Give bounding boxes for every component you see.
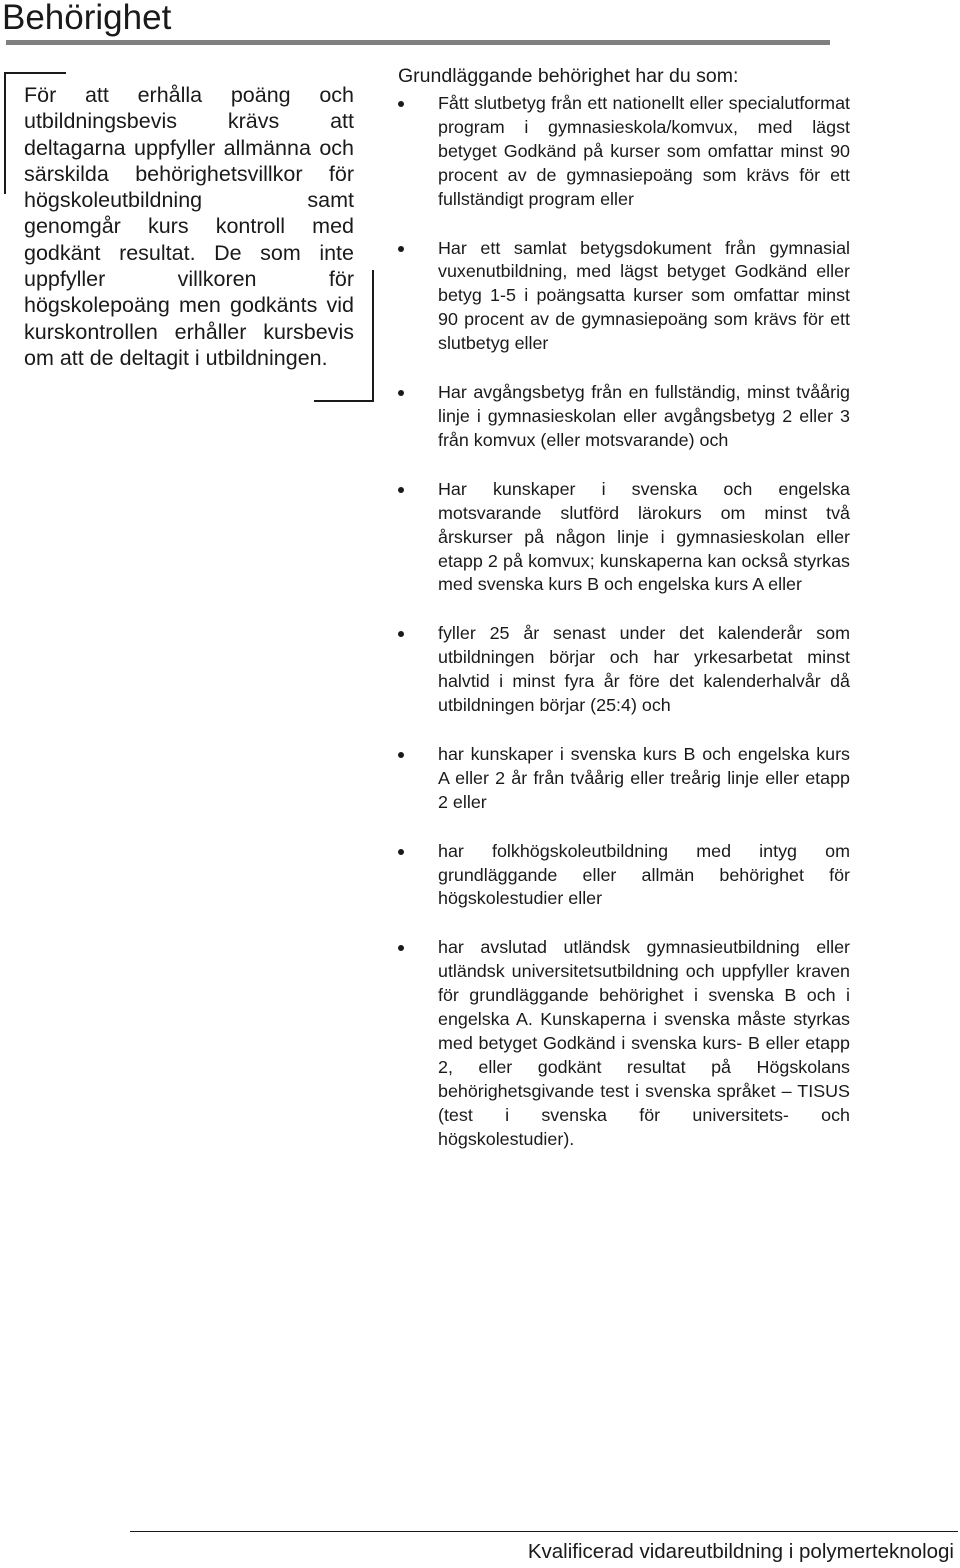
requirement-text: fyller 25 år senast under det kalenderår som utbildningen börjar och har yrkesarbetat minst halvtid i minst fyra år före det kalenderhalvår då utbildningen börjar (25:4) och	[438, 623, 850, 716]
bullet-icon	[398, 631, 404, 637]
requirement-text: Har ett samlat betygsdokument från gymnasial vuxenutbildning, med lägst betyget Godkänd eller betyg 1-5 i poängsatta kurser som omfattar minst 90 procent av de gymnasiepoäng som krävs för ett slutbetyg eller	[438, 237, 850, 354]
bullet-icon	[398, 246, 404, 252]
bullet-icon	[398, 101, 404, 107]
page-title: Behörighet	[2, 0, 172, 37]
requirement-item	[398, 92, 850, 212]
bullet-icon	[398, 487, 404, 493]
requirement-text: Har kunskaper i svenska och engelska motsvarande slutförd lärokurs om minst två årskurser på någon linje i gymnasieskolan eller etapp 2 på komvux; kunskaperna kan också styrkas med svenska kurs B och engelska kurs A eller	[438, 478, 850, 595]
requirement-item	[398, 381, 850, 453]
requirement-text: Fått slutbetyg från ett nationellt eller specialutformat program i gymnasieskola/komvux, med lägst betyget Godkänd på kurser som omfattar minst 90 procent av de gymnasiepoäng som krävs för ett fullständigt program eller	[438, 93, 850, 209]
sidebar-text: För att erhålla poäng och utbildningsbevis krävs att deltagarna uppfyller allmänna och särskilda behörighetsvillkor för högskoleutbildning samt genomgår kurs kontroll med godkänt resultat. De som inte uppfyller villkoren för högskolepoäng men godkänts vid kurskontrollen erhåller kursbevis om att de deltagit i utbildningen.	[24, 83, 354, 370]
frame-bottom-line	[314, 400, 374, 402]
requirement-text: har avslutad utländsk gymnasieutbildning eller utländsk universitetsutbildning och uppfyller kraven för grundläggande behörighet i svenska B och i engelska A. Kunskaperna i svenska måste styrkas med betyget Godkänd i svenska kurs- B eller etapp 2, eller godkänt resultat på Högskolans behörighetsgivande test i svenska språket – TISUS (test i svenska för universitets- och högskolestudier).	[438, 937, 850, 1149]
footer-rule	[130, 1531, 958, 1532]
requirements-list	[398, 92, 850, 1152]
requirement-item	[398, 478, 850, 598]
title-rule	[6, 40, 830, 45]
requirement-item	[398, 936, 850, 1151]
bullet-icon	[398, 849, 404, 855]
requirements-heading: Grundläggande behörighet har du som:	[398, 65, 739, 87]
requirement-text: Har avgångsbetyg från en fullständig, minst tvåårig linje i gymnasieskolan eller avgångsbetyg 2 eller 3 från komvux (eller motsvarande) och	[438, 382, 850, 450]
frame-right-line	[372, 270, 374, 402]
requirement-item	[398, 622, 850, 718]
requirement-item	[398, 237, 850, 357]
frame-top-line	[4, 72, 66, 74]
requirement-item	[398, 840, 850, 912]
frame-left-line	[4, 72, 6, 194]
requirement-text: har kunskaper i svenska kurs B och engelska kurs A eller 2 år från tvåårig eller treårig linje eller etapp 2 eller	[438, 743, 850, 812]
requirement-item	[398, 743, 850, 815]
footer-text: Kvalificerad vidareutbildning i polymerteknologi	[527, 1540, 954, 1563]
bullet-icon	[398, 945, 404, 951]
bullet-icon	[398, 390, 404, 396]
requirements-section	[398, 64, 850, 1177]
bullet-icon	[398, 752, 404, 758]
requirement-text: har folkhögskoleutbildning med intyg om grundläggande eller allmän behörighet för högskolestudier eller	[438, 840, 850, 909]
